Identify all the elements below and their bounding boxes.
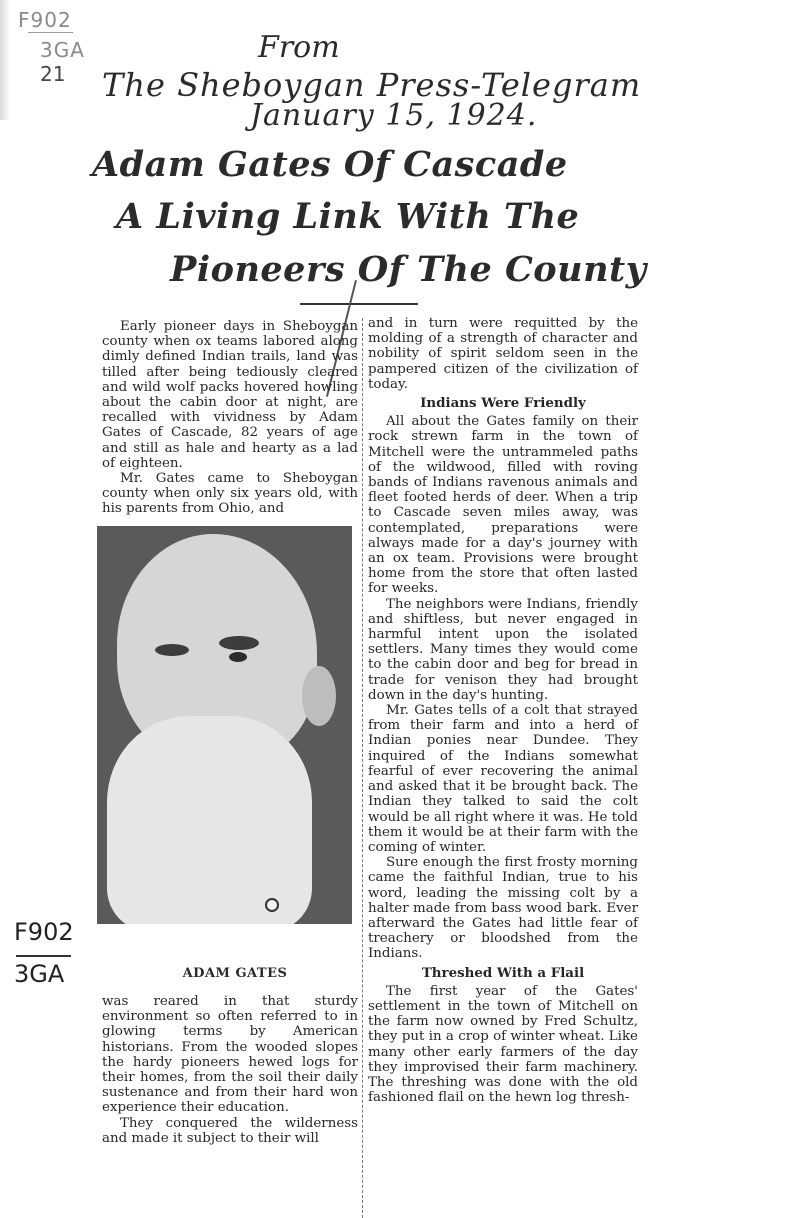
subheading: Indians Were Friendly: [420, 395, 586, 412]
source-note-from: From: [258, 30, 340, 65]
article-paragraph: Mr. Gates came to Sheboygan county when only six years old, with his parents from Ohio, and: [102, 471, 358, 517]
portrait-ear: [302, 666, 336, 726]
portrait-brow: [155, 644, 189, 656]
headline-line-1: Adam Gates Of Cascade: [92, 144, 568, 185]
article-paragraph: and in turn were requitted by the molding of a strength of character and nobility of spirit seldom seen in the pampered citizen of the civilization of today.: [368, 316, 638, 392]
article-paragraph: Sure enough the first frosty morning came the faithful Indian, true to his word, leading the missing colt by a halter made from bass wood bark. Ever afterward the Gates had little fear of treachery or bloodshed from the Indians.: [368, 855, 638, 962]
headline-line-3: Pioneers Of The County: [170, 249, 647, 290]
catalog-code-note: 3GA: [14, 960, 65, 988]
subheading: Threshed With a Flail: [421, 964, 585, 981]
headline-line-2: A Living Link With The: [116, 196, 580, 237]
portrait-brow: [219, 636, 259, 650]
catalog-code-note: 3GA: [40, 38, 85, 62]
portrait-photo: [97, 526, 352, 924]
source-note-newspaper: The Sheboygan Press-Telegram: [102, 66, 642, 104]
article-paragraph: They conquered the wilderness and made it subject to their will: [102, 1115, 358, 1146]
article-paragraph: Early pioneer days in Sheboygan county when ox teams labored along dimly defined Indian trails, land was tilled after being tediously cleared and wild wolf packs hovered howling about the cabin door at night, are recalled with vividness by Adam Gates of Cascade, 82 years of age and still as hale and hearty as a lad of eighteen.: [102, 319, 358, 471]
article-paragraph: The first year of the Gates' settlement in the town of Mitchell on the farm now owned by Fred Schultz, they put in a crop of winter wheat. Like many other early farmers of the day they improvised their farm machinery. The threshing was done with the old fashioned flail on the hewn log thresh-: [368, 983, 638, 1106]
photo-caption: ADAM GATES: [182, 966, 288, 981]
article-column-right: [368, 316, 638, 1105]
article-paragraph: The neighbors were Indians, friendly and shiftless, but never engaged in harmful intent upon the isolated settlers. Many times they would come to the cabin door and beg for bread in trade for venison they had brought down in the day's hunting.: [368, 596, 638, 703]
article-paragraph: Mr. Gates tells of a colt that strayed from their farm and into a herd of Indian ponies near Dundee. They inquired of the Indians somewhat fearful of ever recovering the animal and asked that it be brought back. The Indian they talked to said the colt would be all right where it was. He told them it would be at their farm with the coming of winter.: [368, 703, 638, 855]
portrait-beard: [107, 716, 312, 924]
article-column-left-top: [102, 319, 358, 517]
catalog-note-rule: [28, 32, 73, 33]
catalog-page-note: 21: [40, 62, 66, 86]
catalog-number-note: F902: [18, 8, 72, 32]
article-paragraph: was reared in that sturdy environment so often referred to in glowing terms by American historians. From the wooded slopes the hardy pioneers hewed logs for their homes, from the soil their daily sustenance and from their hard won experience their education.: [102, 994, 358, 1116]
article-column-left-bottom: [102, 994, 358, 1146]
portrait-collar-button: [265, 898, 279, 912]
portrait-eye: [229, 652, 247, 662]
source-note-date: January 15, 1924.: [250, 98, 538, 133]
headline-rule: [300, 303, 418, 305]
catalog-number-note: F902: [14, 918, 74, 946]
scan-edge-shadow: [0, 0, 10, 120]
column-divider: [362, 318, 364, 1218]
article-paragraph: All about the Gates family on their rock strewn farm in the town of Mitchell were the untrammeled paths of the wildwood, filled with roving bands of Indians ravenous animals and fleet footed herds of deer. When a trip to Cascade seven miles away, was contemplated, preparations were always made for a day's journey with an ox team. Provisions were brought home from the store that often lasted for weeks.: [368, 414, 638, 597]
catalog-note-rule: [16, 955, 71, 957]
